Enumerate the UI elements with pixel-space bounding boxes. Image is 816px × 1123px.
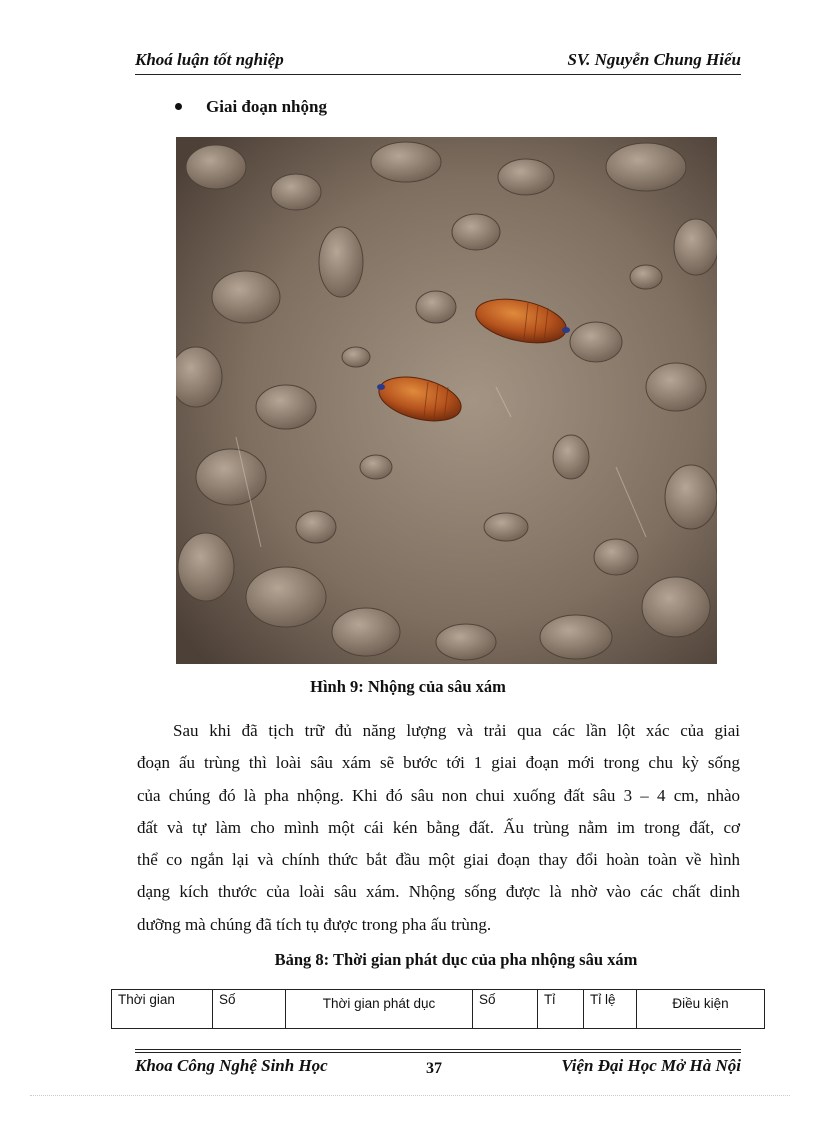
section-bullet (175, 97, 327, 117)
table-header-cell: Số (213, 990, 286, 1029)
table-header-cell: Tỉ (538, 990, 584, 1029)
footer-rule (135, 1052, 741, 1053)
paragraph-line: của chúng đó là pha nhộng. Khi đó sâu non chui xuống đất sâu 3 – 4 cm, nhào (137, 785, 740, 805)
section-title: Giai đoạn nhộng (206, 97, 327, 116)
figure-caption: Hình 9: Nhộng của sâu xám (310, 677, 506, 696)
footer-university: Viện Đại Học Mở Hà Nội (561, 1056, 741, 1075)
table-header-cell: Thời gian phát dục (286, 990, 473, 1029)
footer-faculty: Khoa Công Nghệ Sinh Học (135, 1056, 328, 1075)
paragraph-line: dưỡng mà chúng đã tích tụ được trong pha ấu trùng. (137, 914, 492, 934)
table-header-cell: Tỉ lệ (584, 990, 637, 1029)
body-paragraph (137, 715, 740, 941)
table-header-cell: Số (473, 990, 538, 1029)
pupa-photo (176, 137, 717, 664)
page-footer (135, 1056, 741, 1080)
paragraph-line: đoạn ấu trùng thì loài sâu xám sẽ bước tới 1 giai đoạn mới trong chu kỳ sống (137, 753, 740, 773)
header-thesis-title: Khoá luận tốt nghiệp (135, 50, 284, 69)
table-header-row (112, 990, 765, 1029)
development-time-table (111, 989, 765, 1029)
paragraph-line: thể co ngắn lại và chính thức bắt đầu một giai đoạn thay đổi hoàn toàn về hình (137, 850, 740, 870)
table-header-cell: Điều kiện (637, 990, 765, 1029)
paragraph-line: Sau khi đã tịch trữ đủ năng lượng và trải qua các lần lột xác của giai (173, 721, 740, 740)
table-title: Bảng 8: Thời gian phát dục của pha nhộng sâu xám (274, 950, 638, 969)
table-header-cell: Thời gian (112, 990, 213, 1029)
page-number: 37 (426, 1060, 442, 1077)
paragraph-line: dạng kích thước của loài sâu xám. Nhộng sống được là nhờ vào các chất dinh (137, 882, 740, 902)
header-student-name: SV. Nguyễn Chung Hiếu (567, 50, 741, 69)
page-bottom-dotted-line (30, 1095, 790, 1096)
bullet-icon (175, 103, 182, 110)
page-header (135, 50, 741, 75)
paragraph-line: đất và tự làm cho mình một cái kén bằng đất. Ấu trùng nằm im trong đất, cơ (137, 817, 740, 837)
footer-rule (135, 1049, 741, 1050)
